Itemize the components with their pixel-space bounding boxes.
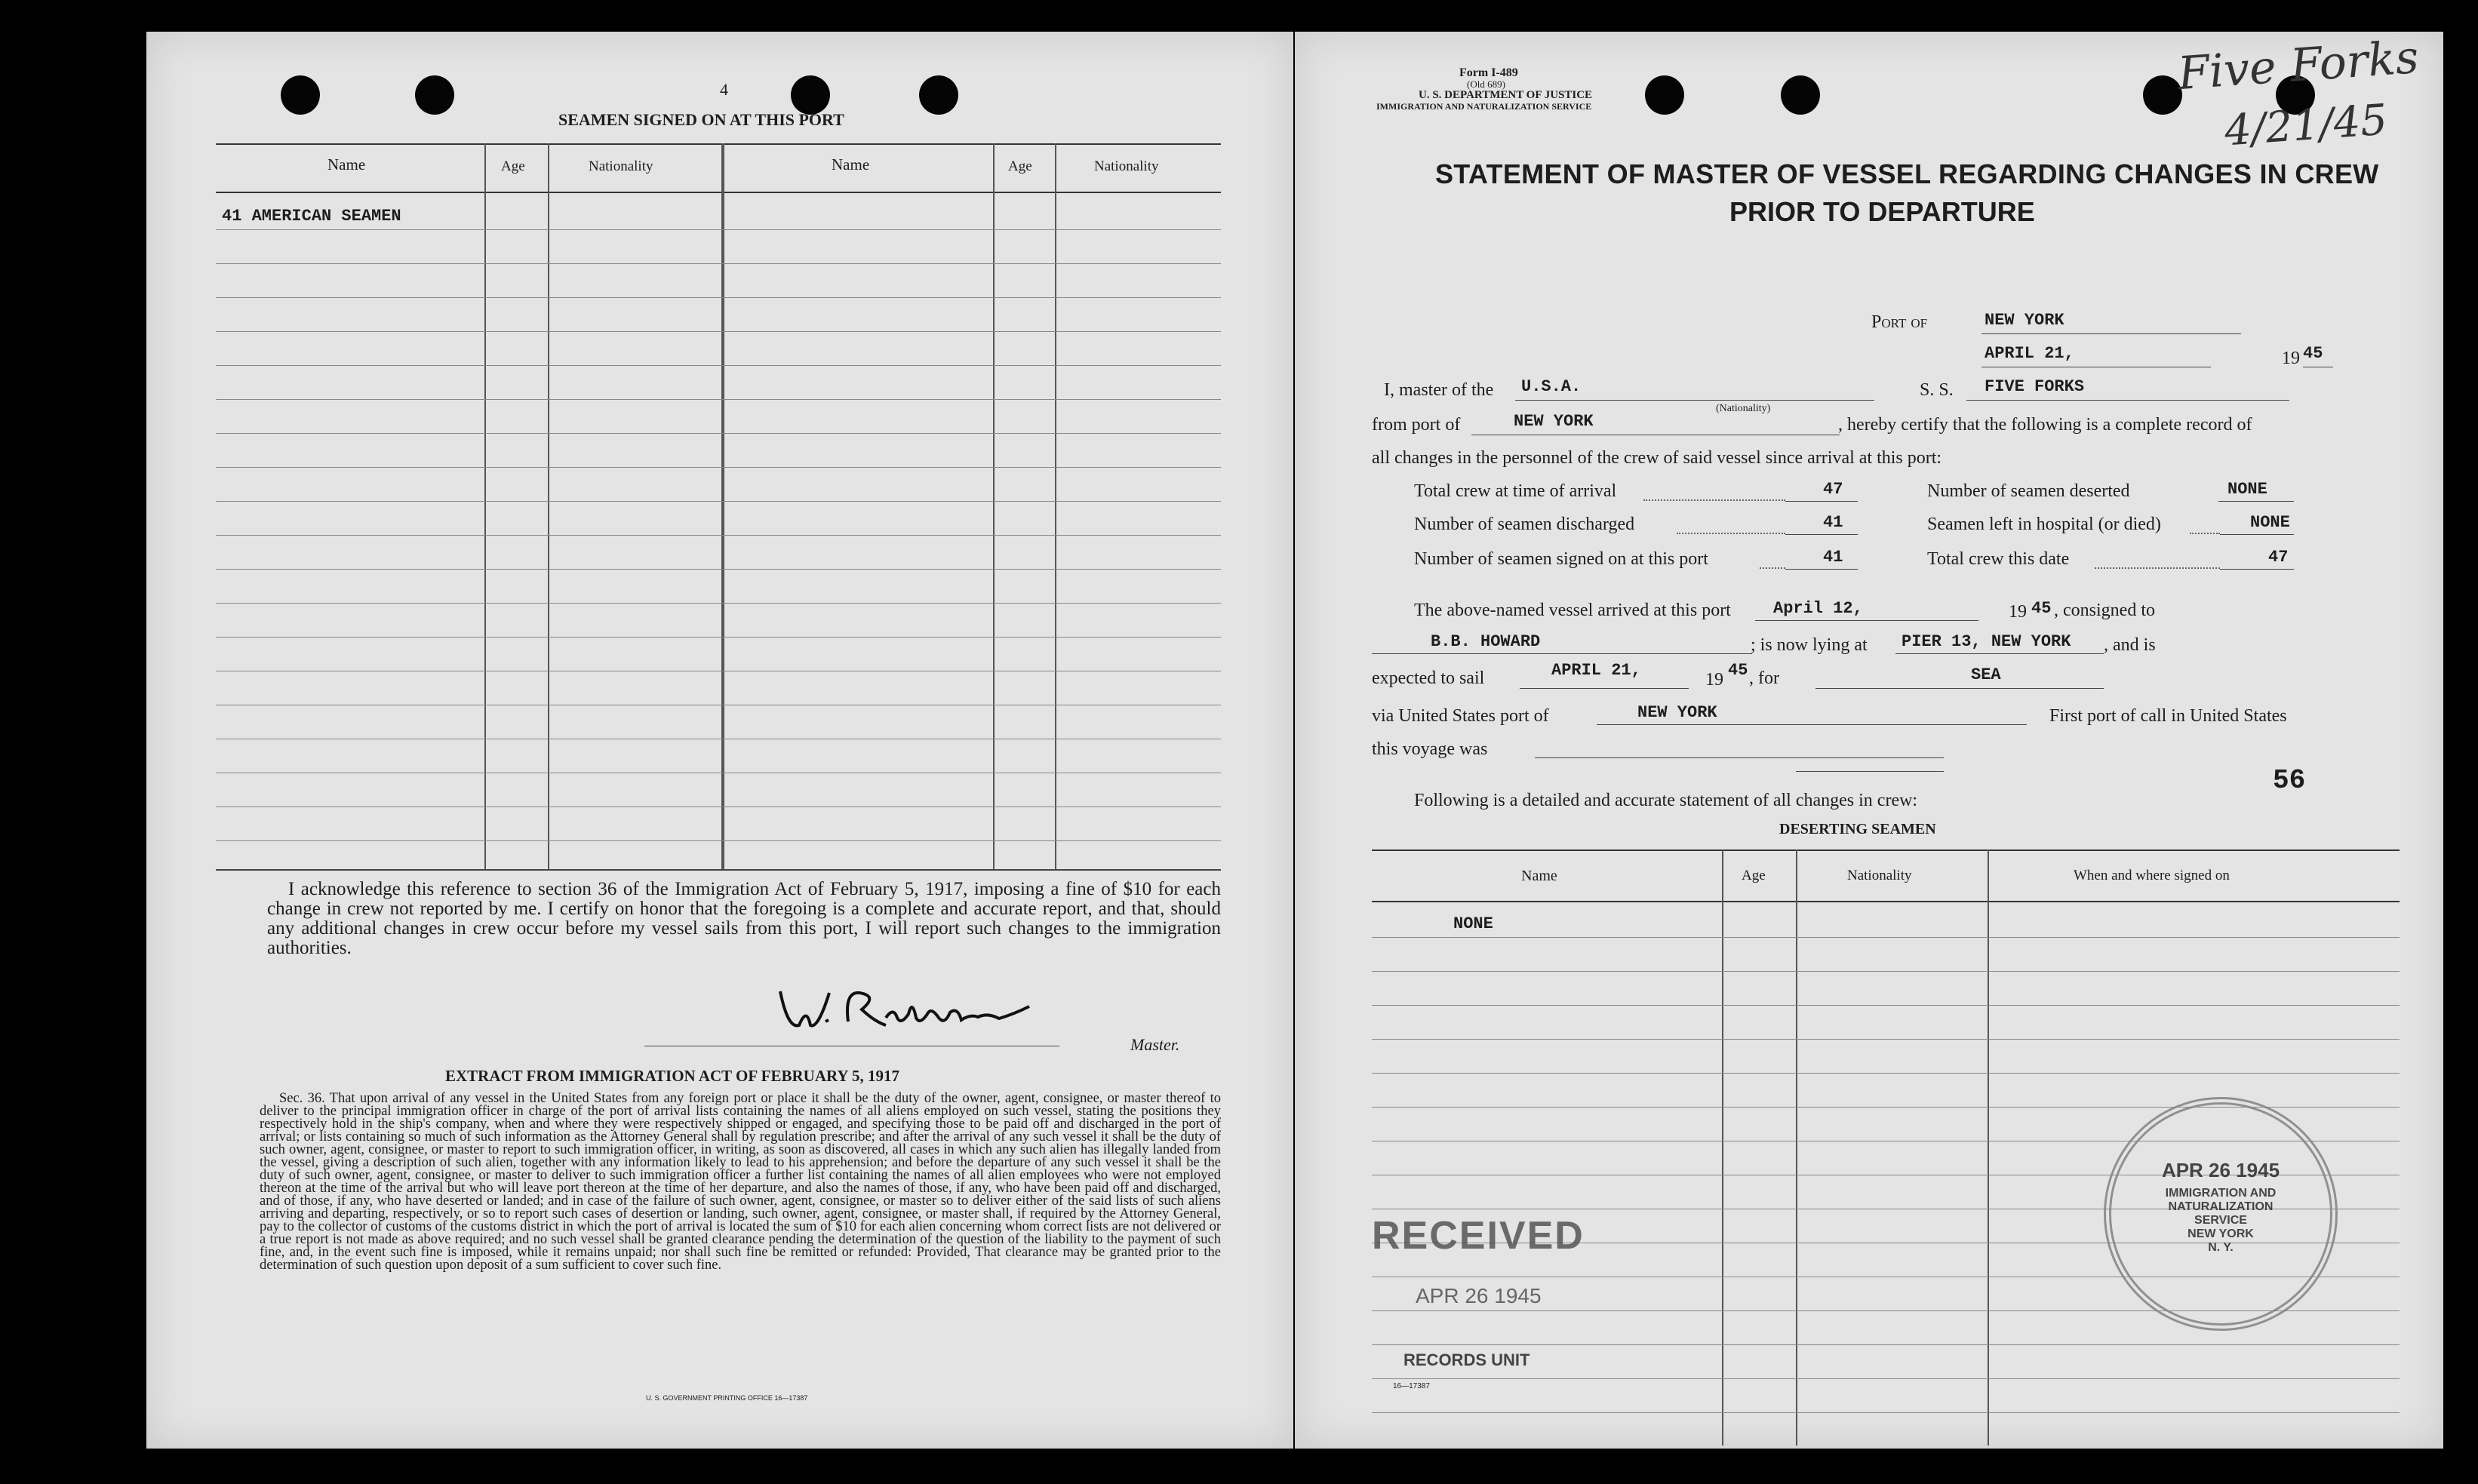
via-port: NEW YORK: [1637, 703, 1717, 722]
total-crew-arrival-label: Total crew at time of arrival: [1414, 481, 1617, 501]
stat-fill: [2218, 501, 2294, 502]
master-label: Master.: [1130, 1035, 1180, 1054]
immigration-round-stamp: [2104, 1097, 2338, 1331]
lying-at: PIER 13, NEW YORK: [1902, 632, 2071, 651]
punch-hole: [281, 75, 320, 115]
received-stamp: RECEIVED: [1372, 1214, 1585, 1258]
table-header-rule: [216, 192, 1221, 193]
sail-year: 45: [1728, 661, 1748, 680]
col-header-name: Name: [832, 155, 870, 174]
row-rule: [1372, 1378, 2400, 1379]
arrived-date: April 12,: [1773, 599, 1863, 618]
form-subtitle: PRIOR TO DEPARTURE: [1729, 196, 2035, 227]
from-port-label: from port of: [1372, 415, 1461, 435]
col-divider: [1796, 850, 1797, 1446]
row-rule: [216, 399, 1221, 400]
row-rule: [216, 603, 1221, 604]
row-rule: [216, 569, 1221, 570]
punch-hole: [919, 75, 958, 115]
row-rule: [216, 637, 1221, 638]
first-port-label: First port of call in United States: [2049, 706, 2287, 726]
handwritten-date: 4/21/45: [2222, 95, 2389, 156]
stat-fill: [2220, 569, 2294, 570]
col-header-age: Age: [1742, 868, 1766, 883]
deserted-label: Number of seamen deserted: [1927, 481, 2130, 501]
deserting-heading: DESERTING SEAMEN: [1779, 821, 1936, 837]
discharged-label: Number of seamen discharged: [1414, 515, 1635, 534]
lying-at-label: ; is now lying at: [1751, 635, 1868, 655]
round-stamp-line: IMMIGRATION AND: [2165, 1187, 2277, 1200]
row-rule: [216, 229, 1221, 230]
table-top-rule: [1372, 850, 2400, 851]
col-divider: [1055, 143, 1056, 869]
row-rule: [216, 297, 1221, 298]
acknowledgement-text: I acknowledge this reference to section 36 of the Immigration Act of February 5, 1917, imposing a fine of $10 for each change in crew not reported by me. I certify on honor that the foregoing is a complete and accurate report, and that, should any additional changes in crew occur before my vessel sails from this port, I will report such changes to the immigration authorities.: [267, 879, 1221, 958]
form-title: STATEMENT OF MASTER OF VESSEL REGARDING CHANGES IN CREW: [1435, 158, 2379, 189]
row-rule: [216, 433, 1221, 434]
col-divider: [1722, 850, 1723, 1446]
col-header-name: Name: [1521, 868, 1557, 884]
punch-hole: [415, 75, 454, 115]
extract-title: EXTRACT FROM IMMIGRATION ACT OF FEBRUARY 5, 1917: [445, 1067, 900, 1085]
punch-hole: [791, 75, 830, 115]
from-port-value: NEW YORK: [1514, 412, 1594, 431]
col-header-signed-on: When and where signed on: [2074, 868, 2230, 883]
form-number: 16—17387: [1393, 1382, 1430, 1390]
destination: SEA: [1971, 665, 2001, 684]
changes-text: all changes in the personnel of the crew of said vessel since arrival at this port:: [1372, 448, 1942, 468]
leader-dots: [1643, 499, 1785, 501]
col-header-nationality: Nationality: [1094, 158, 1159, 174]
records-unit: RECORDS UNIT: [1403, 1350, 1530, 1369]
col-header-nationality: Nationality: [589, 158, 653, 174]
stat-fill: [1785, 569, 1858, 570]
leader-dots: [1760, 567, 1785, 569]
page-mark: 56: [2273, 765, 2306, 796]
right-page: [1295, 32, 2443, 1449]
row-rule: [216, 263, 1221, 264]
row-rule: [216, 467, 1221, 468]
ss-label: S. S.: [1920, 380, 1954, 400]
col-header-name: Name: [327, 155, 366, 174]
col-divider: [484, 143, 486, 869]
seamen-entry: 41 AMERICAN SEAMEN: [222, 207, 401, 226]
row-rule: [1372, 1039, 2400, 1040]
stat-fill: [1785, 534, 1858, 535]
department: U. S. DEPARTMENT OF JUSTICE: [1419, 89, 1593, 101]
this-voyage-fill: [1535, 757, 1944, 758]
hospital-label: Seamen left in hospital (or died): [1927, 515, 2161, 534]
signed-on-value: 41: [1823, 548, 1843, 567]
arrived-year: 45: [2031, 599, 2052, 618]
this-voyage-label: this voyage was: [1372, 739, 1488, 759]
row-rule: [1372, 1073, 2400, 1074]
nationality-caption: (Nationality): [1716, 403, 1771, 414]
row-rule: [1372, 1344, 2400, 1345]
port-label: Port of: [1871, 312, 1928, 332]
col-header-age: Age: [1008, 158, 1032, 174]
col-divider: [721, 143, 724, 869]
row-rule: [216, 501, 1221, 502]
punch-hole: [1645, 75, 1684, 115]
master-of-label: I, master of the: [1384, 380, 1494, 400]
received-date: APR 26 1945: [1416, 1284, 1542, 1307]
signed-on-label: Number of seamen signed on at this port: [1414, 549, 1708, 569]
hospital-value: NONE: [2250, 513, 2290, 532]
discharged-value: 41: [1823, 513, 1843, 532]
sail-date-fill: [1520, 688, 1689, 689]
leader-dots: [1677, 533, 1785, 534]
row-rule: [1372, 937, 2400, 938]
following-text: Following is a detailed and accurate statement of all changes in crew:: [1414, 791, 1918, 810]
short-rule: [1796, 771, 1944, 772]
certify-text: , hereby certify that the following is a complete record of: [1838, 415, 2252, 435]
form-old: (Old 689): [1467, 78, 1505, 90]
page-number: 4: [720, 80, 728, 99]
for-label: , for: [1749, 668, 1779, 688]
row-rule: [1372, 971, 2400, 972]
port-value: NEW YORK: [1985, 311, 2064, 330]
leader-dots: [2190, 533, 2220, 534]
consignee-fill: [1372, 653, 1752, 654]
and-is-label: , and is: [2104, 635, 2156, 655]
handwritten-ship-name: Five Forks: [2175, 30, 2421, 101]
expected-label: expected to sail: [1372, 668, 1485, 688]
col-divider: [548, 143, 549, 869]
row-rule: [1372, 1412, 2400, 1413]
col-header-nationality: Nationality: [1847, 868, 1912, 883]
arrived-text: The above-named vessel arrived at this port: [1414, 601, 1731, 620]
punch-hole: [2143, 75, 2182, 115]
row-rule: [216, 365, 1221, 366]
round-stamp-line: N. Y.: [2208, 1241, 2234, 1254]
printer-line: U. S. GOVERNMENT PRINTING OFFICE 16—17387: [646, 1394, 808, 1402]
round-stamp-date: APR 26 1945: [2161, 1159, 2280, 1181]
left-page: [146, 32, 1293, 1449]
arrived-date-fill: [1755, 620, 1978, 621]
nationality-value: U.S.A.: [1521, 377, 1582, 396]
nationality-fill: [1515, 400, 1874, 401]
arrived-year-prefix: 19: [2009, 602, 2027, 622]
row-rule: [216, 535, 1221, 536]
row-rule: [216, 840, 1221, 841]
sail-date: APRIL 21,: [1551, 661, 1641, 680]
port-fill: [1981, 333, 2241, 334]
stat-fill: [2220, 534, 2294, 535]
lying-at-fill: [1895, 653, 2104, 654]
total-crew-date-label: Total crew this date: [1927, 549, 2070, 569]
col-divider: [993, 143, 995, 869]
ship-name-fill: [1966, 400, 2289, 401]
stat-fill: [1785, 501, 1858, 502]
table-top-rule: [216, 143, 1221, 145]
destination-fill: [1815, 688, 2104, 689]
total-crew-date: 47: [2268, 548, 2289, 567]
total-crew-arrival: 47: [1823, 480, 1843, 499]
consignee: B.B. HOWARD: [1431, 632, 1541, 651]
via-port-fill: [1597, 724, 2027, 725]
sail-year-prefix: 19: [1705, 670, 1723, 690]
deserted-value: NONE: [2227, 480, 2267, 499]
consigned-to-label: , consigned to: [2054, 601, 2155, 620]
service: IMMIGRATION AND NATURALIZATION SERVICE: [1376, 101, 1592, 112]
leader-dots: [2095, 567, 2220, 569]
deserting-entry: NONE: [1453, 914, 1493, 933]
row-rule: [1372, 1005, 2400, 1006]
extract-text: Sec. 36. That upon arrival of any vessel in the United States from any foreign port or place it shall be the duty of the owner, agent, consignee, or master thereof to deliver to the principal immigration officer in charge of the port of arrival lists containing the names of all aliens employed on such vessel, stating the positions they respectively hold in the ship's company, when and where they were respectively shipped or engaged, and specifying those to be paid off and discharged in the port of arrival; or lists containing so much of such information as the Attorney General shall by regulation prescribe; and after the arrival of any such vessel it shall be the duty of such owner, agent, consignee, or master to report to such immigration officer, in writing, as soon as discovered, all cases in which any such alien has illegally landed from the vessel, giving a description of such alien, together with any information likely to lead to his apprehension; and before the departure of any such vessel it shall be the duty of such owner, agent, consignee, or master to deliver to such immigration officer a further list containing the names of all alien employees who were not employed thereon at the time of the arrival but who will leave port thereon at the time of her departure, and also the names of those, if any, who have been paid off and discharged, and of those, if any, who have deserted or landed; and in case of the failure of such owner, agent, consignee, or master so to deliver either of the said lists of such aliens arriving and departing, respectively, or so to report such cases of desertion or landing, such owner, agent, consignee, or master shall, if required by the Attorney General, pay to the collector of customs of the customs district in which the port of arrival is located the sum of $10 for each alien concerning whom correct lists are not delivered or a true report is not made as above required; and no such vessel shall be granted clearance pending the determination of the question of the liability to the payment of such fine, and, in the event such fine is imposed, while it remains unpaid; nor shall such fine be remitted or refunded: Provided, That clearance may be granted prior to the determination of such question upon deposit of a sum sufficient to cover such fine.: [260, 1091, 1221, 1273]
round-stamp-line: NEW YORK: [2187, 1227, 2254, 1240]
via-label: via United States port of: [1372, 706, 1549, 726]
punch-hole: [1781, 75, 1820, 115]
col-header-age: Age: [501, 158, 525, 174]
date-value: APRIL 21,: [1985, 344, 2074, 363]
round-stamp-line: NATURALIZATION: [2168, 1200, 2274, 1213]
ship-name: FIVE FORKS: [1985, 377, 2085, 396]
master-signature: [773, 984, 1044, 1044]
year-value: 45: [2303, 344, 2323, 363]
seamen-signed-heading: SEAMEN SIGNED ON AT THIS PORT: [558, 110, 844, 129]
year-prefix: 19: [2282, 349, 2300, 368]
table-header-rule: [1372, 901, 2400, 902]
col-divider: [1988, 850, 1989, 1446]
row-rule: [216, 331, 1221, 332]
form-id: Form I-489: [1459, 66, 1518, 79]
table-bottom-rule: [216, 869, 1221, 871]
round-stamp-line: SERVICE: [2194, 1214, 2247, 1227]
